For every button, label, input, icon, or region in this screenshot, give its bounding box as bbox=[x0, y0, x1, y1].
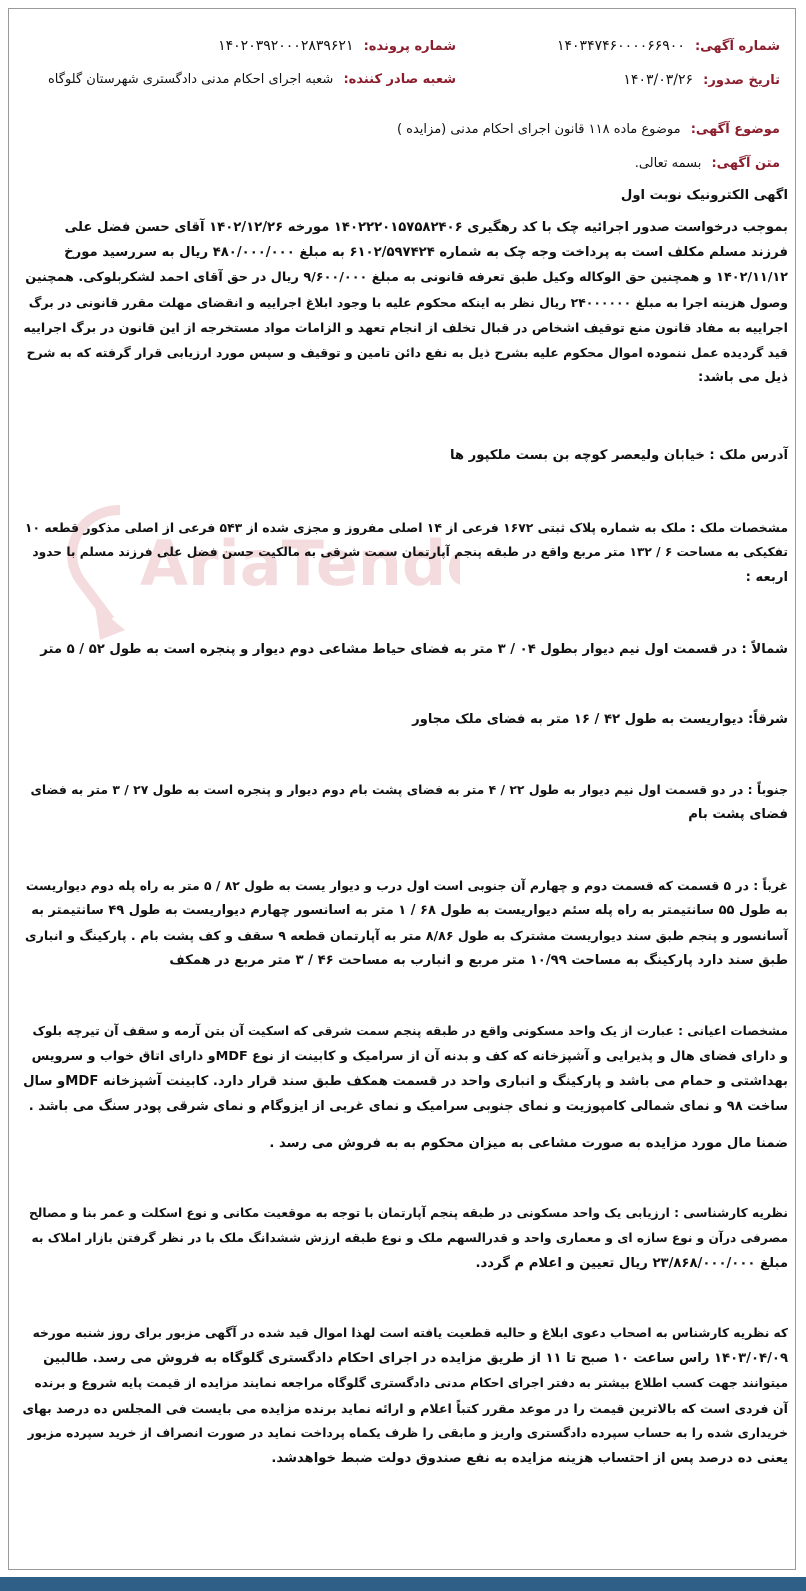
expert-line: نظریه کارشناسی : ارزیابی یک واحد مسکونی در طبقه پنجم آپارتمان با توجه به موقعیت مکانی و نوع اسکلت و عمر بنا و مصالح bbox=[29, 1206, 788, 1220]
intro-line: قید گردیده عمل ننموده اموال محکوم علیه بشرح ذیل به نفع دائن تامین و توقیف و سپس مورد ارزیابی قرار گرفته که به شرح bbox=[26, 345, 788, 360]
property-address: آدرس ملک : خیابان ولیعصر کوچه بن بست ملکپور ها bbox=[449, 448, 788, 463]
west-line: آسانسور و پنجم طبق سند دیواریست مشترک به طول ۸/۸۶ متر به آپارتمان قطعه ۹ سقف و کف پشت بام . پارکینگ و انباری bbox=[25, 928, 788, 943]
south-line: جنوباً : در دو قسمت اول نیم دیوار به طول ۲۲ / ۴ متر به فضای پشت بام دوم دیوار و پنجره است به طول ۲۷ / ۳ متر به فضای bbox=[30, 782, 788, 797]
expert-line: مبلغ ۲۳/۸۶۸/۰۰۰/۰۰۰ ریال تعیین و اعلام م گردد. bbox=[475, 1256, 788, 1271]
issue-date-label: تاریخ صدور: bbox=[703, 73, 780, 88]
specs-line: مشخصات ملک : ملک به شماره پلاک ثبتی ۱۶۷۲ فرعی از ۱۴ اصلی مفروز و مجزی شده از ۵۴۳ فرعی از اصلی مذکور قطعه ۱۰ bbox=[24, 520, 788, 535]
file-number-row bbox=[218, 38, 456, 54]
intro-line: اجراییه به مفاد قانون منع توقیف اشخاص در قبال تخلف از انجام تعهد و الزامات مواد مستخرجه از این قانون در برگ اجراییه bbox=[23, 320, 788, 335]
building-line: و دارای فضای هال و پذیرایی و آشپزخانه که کف و بدنه آن از سرامیک و کابینت از نوع MDFو دارای اتاق خواب و سرویس bbox=[31, 1049, 788, 1064]
ad-number-label: شماره آگهی: bbox=[694, 39, 780, 54]
east-boundary: شرقاً: دیواریست به طول ۴۲ / ۱۶ متر به فضای ملک مجاور bbox=[412, 712, 788, 727]
terms-line: که نظریه کارشناس به اصحاب دعوی ابلاغ و حالیه قطعیت یافته است لهذا اموال قید شده در آگهی مزبور برای روز شنبه مورخه bbox=[32, 1326, 788, 1340]
terms-line: آن فردی است که بالاترین قیمت را در موعد مقرر کتباً اعلام و ارائه نماید برنده مزایده می بایست فی المجلس ده درصد بهای bbox=[22, 1401, 788, 1416]
issuer-label: شعبه صادر کننده: bbox=[343, 72, 456, 87]
file-number-value: ۱۴۰۲۰۳۹۲۰۰۰۲۸۳۹۶۲۱ bbox=[218, 38, 354, 54]
issuer-row bbox=[48, 72, 456, 87]
intro-line: ذیل می باشد: bbox=[698, 370, 788, 385]
south-line: فضای پشت بام bbox=[688, 807, 788, 822]
west-line: به طول ۵۵ سانتیمتر به راه پله سئم دیواریست به طول ۶۸ / ۱ متر به اسانسور چهارم دیواریست به طول ۴۹ سانتیمتر به bbox=[31, 903, 788, 918]
building-line: مشخصات اعیانی : عبارت از یک واحد مسکونی واقع در طبقه پنجم سمت شرقی که اسکیت آن بتن آرمه و سقف آن تیرچه بلوک bbox=[32, 1024, 788, 1038]
specs-line: تفکیکی به مساحت ۶ / ۱۳۲ متر مربع واقع در طبقه پنجم آپارتمان سمت شرقی به مالکیت حسن فضل علی فرزند مسلم با حدود bbox=[32, 545, 788, 559]
subject-label: موضوع آگهی: bbox=[690, 122, 780, 137]
issue-date-value: ۱۴۰۳/۰۳/۲۶ bbox=[623, 72, 693, 88]
intro-line: بموجب درخواست صدور اجرائیه چک با کد رهگیری ۱۴۰۲۲۲۰۱۵۷۵۸۲۴۰۶ مورخه ۱۴۰۲/۱۲/۲۶ آقای حسن فضل علی bbox=[64, 220, 788, 235]
building-line: بهداشتی و حمام می باشد و پارکینگ و انباری واحد در قسمت همکف طبق سند قرار دارد. کابینت آشپزخانه MDFو سال bbox=[23, 1074, 788, 1089]
west-line: غرباً : در ۵ قسمت که قسمت دوم و چهارم آن جنوبی است اول درب و دیوار یست به طول ۸۲ / ۵ متر به راه پله دوم دیواریست bbox=[25, 878, 788, 893]
share-note: ضمنا مال مورد مزایده به صورت مشاعی به میزان محکوم به به فروش می رسد . bbox=[269, 1136, 788, 1151]
north-boundary: شمالاً : در قسمت اول نیم دیوار بطول ۰۴ / ۳ متر به فضای حیاط مشاعی دوم دیوار و پنجره است به طول ۵۲ / ۵ متر bbox=[40, 642, 788, 657]
text-row bbox=[635, 156, 780, 171]
intro-line: فرزند مسلم مکلف است به پرداخت وجه چک به شماره ۶۱۰۲/۵۹۷۴۲۴ به مبلغ ۴۸۰/۰۰۰/۰۰۰ ریال به سررسید مورخ bbox=[64, 245, 788, 260]
terms-line: ۱۴۰۳/۰۴/۰۹ راس ساعت ۱۰ صبح تا ۱۱ از طریق مزایده در اجرای احکام دادگستری گلوگاه به فروش می رسد. طالبین bbox=[43, 1351, 788, 1366]
terms-line: میتوانند جهت کسب اطلاع بیشتر به دفتر اجرای احکام مدنی دادگستری گلوگاه مراجعه نمایند مزایده از قیمت پایه شروع و برنده bbox=[34, 1376, 788, 1390]
intro-line: وصول هزینه اجرا به مبلغ ۲۴۰۰۰۰۰۰ ریال نظر به اینکه محکوم علیه با وجود ابلاغ اجراییه و انقضای مهلت مقرر قانونی در برگ bbox=[28, 295, 788, 310]
issue-date-row bbox=[623, 72, 780, 88]
text-label: متن آگهی: bbox=[711, 156, 780, 171]
building-line: ساخت ۹۸ و نمای شمالی کامپوزیت و نمای جنوبی سرامیک و نمای غربی از ایزوگام و نمای شرقی پودر سنگ می باشد . bbox=[28, 1099, 788, 1114]
bottom-bar bbox=[0, 1577, 806, 1591]
specs-line: اربعه : bbox=[745, 570, 788, 585]
west-line: طبق سند دارد پارکینگ به مساحت ۱۰/۹۹ متر مربع و انبارب به مساحت ۴۶ / ۳ متر مربع در همکف bbox=[169, 953, 788, 968]
expert-line: مصرفی درآن و نوع سازه ای و معماری واحد و قدرالسهم ملک و نوع طبقه ارزش ششدانگ ملک با در نظر گرفتن بازار املاک به bbox=[31, 1231, 788, 1245]
issuer-value: شعبه اجرای احکام مدنی دادگستری شهرستان گلوگاه bbox=[47, 72, 334, 87]
watermark-text: AriaTend bbox=[140, 527, 447, 600]
subject-value: موضوع ماده ۱۱۸ قانون اجرای احکام مدنی (مزایده ) bbox=[396, 122, 681, 137]
file-number-label: شماره پرونده: bbox=[363, 39, 456, 54]
intro-line: ۱۴۰۲/۱۱/۱۲ و همچنین حق الوکاله وکیل طبق تعرفه قانونی به مبلغ ۹/۶۰۰/۰۰۰ ریال در حق آقای احمد لشکربلوکی. همچنین bbox=[25, 270, 788, 285]
text-value: بسمه تعالی. bbox=[634, 156, 702, 171]
terms-line: یعنی ده درصد پس از احتساب هزینه مزایده به نفع صندوق دولت ضبط خواهدشد. bbox=[271, 1451, 788, 1466]
ad-number-value: ۱۴۰۳۴۷۴۶۰۰۰۰۶۶۹۰۰ bbox=[557, 38, 685, 54]
ad-number-row bbox=[557, 38, 780, 54]
notice-title: اگهی الکترونیک نوبت اول bbox=[620, 188, 788, 203]
terms-line: خریداری شده را به حساب سپرده دادگستری واریز و مابقی را ظرف یکماه پرداخت نماید در صورت انصراف از خرید سپرده مزبور bbox=[27, 1426, 788, 1440]
subject-row bbox=[397, 122, 780, 137]
